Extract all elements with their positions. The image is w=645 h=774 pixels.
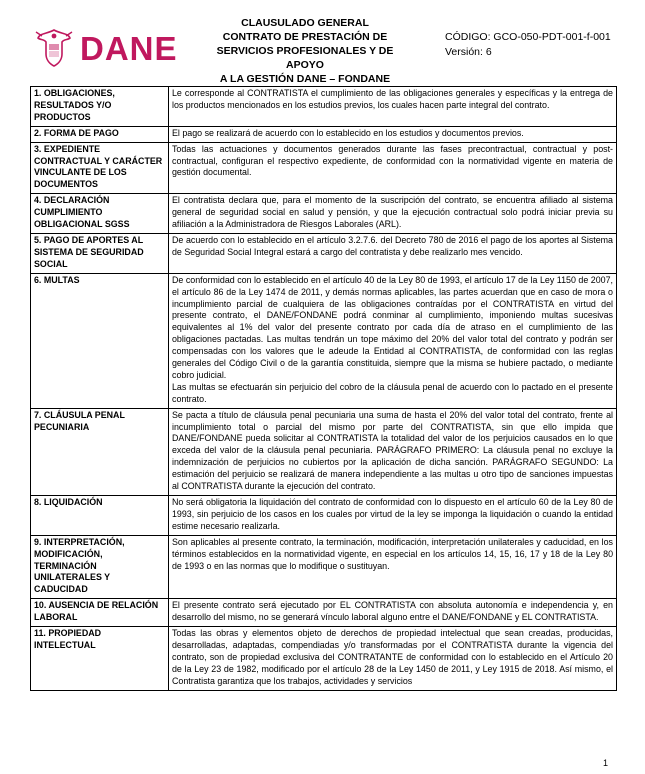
title-line: CLAUSULADO GENERAL bbox=[241, 17, 369, 29]
clause-text: De acuerdo con lo establecido en el artículo 3.2.7.6. del Decreto 780 de 2016 el pago de los aportes al Sistema de Seguridad Social Integral estará a cargo del contratista y debe realizarlo mes vencido. bbox=[169, 233, 617, 273]
clause-label: 3. EXPEDIENTE CONTRACTUAL Y CARÁCTER VINCULANTE DE LOS DOCUMENTOS bbox=[31, 142, 169, 194]
document-title bbox=[200, 16, 410, 86]
clause-label: 8. LIQUIDACIÓN bbox=[31, 496, 169, 536]
logo-text: DANE bbox=[80, 30, 178, 67]
table-row bbox=[31, 496, 617, 536]
clause-text: Son aplicables al presente contrato, la terminación, modificación, interpretación unilaterales y caducidad, en los términos establecidos en la normatividad vigente, en especial en los artículos 14, 15, 16, 17 y 18 de la Ley 80 de 1993 o en las normas que lo modifique o sustituyan. bbox=[169, 535, 617, 599]
document-header bbox=[30, 14, 620, 84]
table-row bbox=[31, 408, 617, 495]
title-line: A LA GESTIÓN DANE – FONDANE bbox=[219, 73, 391, 85]
clause-text: Todas las obras y elementos objeto de derechos de propiedad intelectual que sean creadas, producidas, desarrolladas, adaptadas, compendiadas y/o transformadas por el CONTRATISTA durante la vigencia del contrato, son de propiedad exclusiva del CONTRATANTE de conformidad con lo establecido en el Artículo 20 de la Ley 23 de 1982, modificado por el artículo 28 de la Ley 1450 de 2011, y Ley 1915 de 2018. Así mismo, el Contratista garantiza que los trabajos, actividades y servicios bbox=[169, 627, 617, 691]
clause-paragraph: Las multas se efectuarán sin perjuicio del cobro de la cláusula penal de acuerdo con lo pactado en el presente contrato. bbox=[172, 381, 613, 404]
document-codes bbox=[445, 30, 611, 60]
table-row bbox=[31, 273, 617, 408]
dane-logo bbox=[32, 26, 182, 70]
clause-label: 5. PAGO DE APORTES AL SISTEMA DE SEGURIDAD SOCIAL bbox=[31, 233, 169, 273]
clause-text: El presente contrato será ejecutado por EL CONTRATISTA con absoluta autonomía e independencia y, en desarrollo del mismo, no se generará vínculo laboral alguno entre el DANE/FONDANE y EL CONTRATISTA. bbox=[169, 599, 617, 627]
table-row bbox=[31, 599, 617, 627]
table-row bbox=[31, 535, 617, 599]
table-row bbox=[31, 87, 617, 127]
clause-label: 2. FORMA DE PAGO bbox=[31, 126, 169, 142]
clause-text bbox=[169, 273, 617, 408]
document-code: CÓDIGO: GCO-050-PDT-001-f-001 bbox=[445, 31, 611, 43]
title-line: CONTRATO DE PRESTACIÓN DE bbox=[222, 31, 388, 43]
clauses-table bbox=[30, 86, 617, 691]
clause-label: 7. CLÁUSULA PENAL PECUNIARIA bbox=[31, 408, 169, 495]
coat-of-arms-icon bbox=[32, 26, 76, 70]
table-row bbox=[31, 126, 617, 142]
table-row bbox=[31, 233, 617, 273]
clause-text: No será obligatoria la liquidación del contrato de conformidad con lo dispuesto en el artículo 60 de la Ley 80 de 1993, sin perjuicio de los casos en los cuales por virtud de la ley se imponga la liquidación o cuando la entidad estime necesario realizarla. bbox=[169, 496, 617, 536]
clause-label: 11. PROPIEDAD INTELECTUAL bbox=[31, 627, 169, 691]
clause-paragraph: De conformidad con lo establecido en el artículo 40 de la Ley 80 de 1993, el artículo 17 de la Ley 1150 de 2007, el artículo 86 de la Ley 1474 de 2011, y demás normas aplicables, las partes acuerdan que en caso de mora o incumplimiento parcial de cualquiera de las obligaciones contraídas por el CONTRATISTA en virtud del presente contrato, el DANE/FONDANE podrá conminar al cumplimiento, imponiendo multas sucesivas equivalentes al 1% del valor del presente contrato por cada día de atraso en el cumplimiento de las obligaciones pactadas. Las multas tendrán un tope máximo del 20% del valor total del contrato y podrán ser compensadas con los valores que le adeude la Entidad al CONTRATISTA, de conformidad con las reglas generales del Código Civil o de la garantía constituida, siempre que la misma se hubiere pactado, o mediante cobro judicial. bbox=[172, 274, 613, 380]
clause-text: El contratista declara que, para el momento de la suscripción del contrato, se encuentra afiliado al sistema general de seguridad social en salud y pensión, y que la ejecución contractual solo podrá iniciar previa su afiliación a la Administradora de Riesgos Laborales (ARL). bbox=[169, 194, 617, 234]
clause-label: 1. OBLIGACIONES, RESULTADOS Y/O PRODUCTOS bbox=[31, 87, 169, 127]
clause-text: Todas las actuaciones y documentos generados durante las fases precontractual, contractual y post-contractual, configuran el respectivo expediente, de conformidad con la normatividad vigente en materia de gestión documental. bbox=[169, 142, 617, 194]
page-number: 1 bbox=[603, 758, 609, 768]
clause-text: Se pacta a título de cláusula penal pecuniaria una suma de hasta el 20% del valor total del contrato, frente al incumplimiento total o parcial del mismo por parte del CONTRATISTA, sin que ello impida que DANE/FONDANE pueda solicitar al CONTRATISTA la totalidad del valor de los perjuicios causados en lo que exceda del valor de la cláusula penal pecuniaria. PARÁGRAFO PRIMERO: La cláusula penal no excluye la indemnización de perjuicios no cubiertos por la aplicación de dicha sanción. PARÁGRAFO SEGUNDO: La estimación del perjuicio se realizará de manera independiente a las multas u otro tipo de sanciones impuestas al CONTRATISTA durante la ejecución del contrato. bbox=[169, 408, 617, 495]
clause-label: 10. AUSENCIA DE RELACIÓN LABORAL bbox=[31, 599, 169, 627]
table-row bbox=[31, 142, 617, 194]
clause-text: El pago se realizará de acuerdo con lo establecido en los estudios y documentos previos. bbox=[169, 126, 617, 142]
clause-text: Le corresponde al CONTRATISTA el cumplimiento de las obligaciones generales y específicas y la entrega de los productos mencionados en los estudios previos, los cuales hacen parte integral del contrato. bbox=[169, 87, 617, 127]
title-line: SERVICIOS PROFESIONALES Y DE APOYO bbox=[216, 45, 394, 71]
table-row bbox=[31, 194, 617, 234]
table-row bbox=[31, 627, 617, 691]
clause-label: 4. DECLARACIÓN CUMPLIMIENTO OBLIGACIONAL SGSS bbox=[31, 194, 169, 234]
document-version: Versión: 6 bbox=[445, 46, 492, 58]
clause-label: 6. MULTAS bbox=[31, 273, 169, 408]
clause-label: 9. INTERPRETACIÓN, MODIFICACIÓN, TERMINACIÓN UNILATERALES Y CADUCIDAD bbox=[31, 535, 169, 599]
